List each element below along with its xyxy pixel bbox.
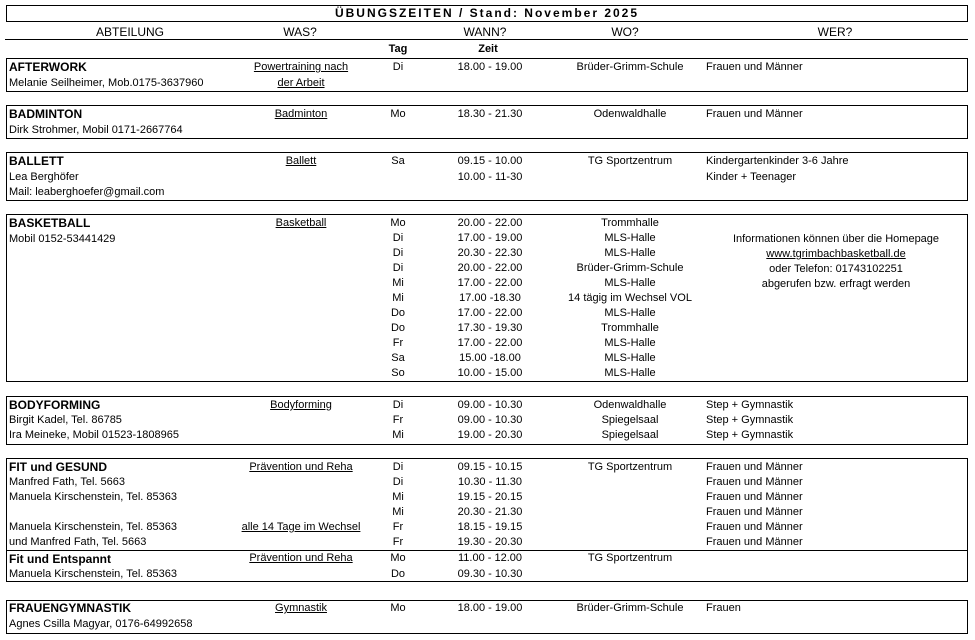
- location: Brüder-Grimm-Schule: [576, 262, 684, 274]
- day: Di: [392, 247, 404, 259]
- time: 09.30 - 10.30: [457, 568, 523, 580]
- info-text: oder Telefon: 01743102251: [769, 263, 903, 275]
- location: MLS-Halle: [604, 277, 656, 289]
- section-title-fit-und-entspannt: Fit und Entspannt: [9, 552, 111, 566]
- contact: Birgit Kadel, Tel. 86785: [9, 414, 122, 426]
- activity-label: Ballett: [285, 155, 317, 167]
- location: MLS-Halle: [604, 247, 656, 259]
- location: MLS-Halle: [604, 307, 656, 319]
- section-title-badminton: BADMINTON: [9, 107, 83, 121]
- location: TG Sportzentrum: [587, 461, 673, 473]
- day: Mi: [392, 491, 404, 503]
- info-text: abgerufen bzw. erfragt werden: [761, 278, 911, 290]
- location: MLS-Halle: [604, 232, 656, 244]
- section-title-frauengymnastik: FRAUENGYMNASTIK: [9, 601, 131, 615]
- time: 20.30 - 21.30: [457, 506, 523, 518]
- day: Mi: [392, 506, 404, 518]
- homepage-link[interactable]: www.tgrimbachbasketball.de: [766, 248, 906, 260]
- time: 17.00 - 19.00: [457, 232, 523, 244]
- location: Trommhalle: [601, 322, 659, 334]
- audience: Frauen und Männer: [706, 506, 803, 518]
- day: Do: [390, 307, 406, 319]
- col-header-was: WAS?: [283, 25, 317, 39]
- time: 18.00 - 19.00: [457, 602, 523, 614]
- audience: Frauen und Männer: [706, 476, 803, 488]
- time: 17.00 -18.30: [459, 292, 521, 304]
- day: Mo: [390, 217, 406, 229]
- contact: Manuela Kirschenstein, Tel. 85363: [9, 521, 177, 533]
- contact: Agnes Csilla Magyar, 0176-64992658: [9, 618, 193, 630]
- activity-label: Gymnastik: [275, 602, 327, 614]
- audience: Frauen und Männer: [706, 461, 803, 473]
- time: 09.15 - 10.15: [457, 461, 523, 473]
- location: MLS-Halle: [604, 337, 656, 349]
- activity-label: Bodyforming: [270, 399, 332, 411]
- day: Mo: [390, 552, 406, 564]
- activity-note: alle 14 Tage im Wechsel: [241, 521, 361, 533]
- location: Spiegelsaal: [601, 429, 659, 441]
- audience: Frauen: [706, 602, 741, 614]
- day: Mi: [392, 277, 404, 289]
- audience: Kindergartenkinder 3-6 Jahre: [706, 155, 849, 167]
- time: 10.00 - 15.00: [457, 367, 523, 379]
- section-title-afterwork: AFTERWORK: [9, 60, 87, 74]
- day: Di: [392, 476, 404, 488]
- contact: Melanie Seilheimer, Mob.0175-3637960: [9, 77, 204, 89]
- location: TG Sportzentrum: [587, 155, 673, 167]
- time: 19.15 - 20.15: [457, 491, 523, 503]
- audience: Step + Gymnastik: [706, 399, 794, 411]
- day: Di: [392, 461, 404, 473]
- time: 20.00 - 22.00: [457, 217, 523, 229]
- time: 10.00 - 11-30: [457, 171, 523, 183]
- time: 19.30 - 20.30: [457, 536, 523, 548]
- time: 17.00 - 22.00: [457, 307, 523, 319]
- day: Fr: [392, 414, 404, 426]
- contact: und Manfred Fath, Tel. 5663: [9, 536, 147, 548]
- day: Sa: [391, 155, 405, 167]
- time: 18.30 - 21.30: [457, 108, 523, 120]
- location: Brüder-Grimm-Schule: [576, 61, 684, 73]
- time: 18.00 - 19.00: [457, 61, 523, 73]
- header-divider: [5, 39, 968, 40]
- time: 17.00 - 22.00: [457, 277, 523, 289]
- day: Di: [392, 262, 404, 274]
- day: Mo: [390, 108, 406, 120]
- contact: Dirk Strohmer, Mobil 0171-2667764: [9, 124, 183, 136]
- day: Mi: [392, 429, 404, 441]
- audience: Frauen und Männer: [706, 491, 803, 503]
- location: TG Sportzentrum: [587, 552, 673, 564]
- day: Fr: [392, 337, 404, 349]
- audience: Frauen und Männer: [706, 536, 803, 548]
- audience: Step + Gymnastik: [706, 429, 794, 441]
- contact: Manuela Kirschenstein, Tel. 85363: [9, 568, 177, 580]
- day: Mi: [392, 292, 404, 304]
- day: Di: [392, 61, 404, 73]
- activity-label: Prävention und Reha: [249, 461, 353, 473]
- section-title-fit-und-gesund: FIT und GESUND: [9, 460, 107, 474]
- day: So: [391, 367, 405, 379]
- contact: Ira Meineke, Mobil 01523-1808965: [9, 429, 180, 441]
- location: Trommhalle: [601, 217, 659, 229]
- day: Di: [392, 232, 404, 244]
- col-header-abteilung: ABTEILUNG: [95, 25, 164, 39]
- audience: Frauen und Männer: [706, 61, 803, 73]
- contact: Mobil 0152-53441429: [9, 233, 116, 245]
- time: 19.00 - 20.30: [457, 429, 523, 441]
- location: Odenwaldhalle: [593, 108, 667, 120]
- audience: Step + Gymnastik: [706, 414, 794, 426]
- time: 11.00 - 12.00: [457, 552, 522, 564]
- audience: Frauen und Männer: [706, 108, 803, 120]
- location: 14 tägig im Wechsel VOL: [568, 292, 692, 304]
- page-title: ÜBUNGSZEITEN / Stand: November 2025: [6, 5, 968, 22]
- time: 20.00 - 22.00: [457, 262, 523, 274]
- day: Do: [390, 322, 406, 334]
- activity-label: Prävention und Reha: [249, 552, 353, 564]
- location: MLS-Halle: [604, 352, 656, 364]
- location: Odenwaldhalle: [593, 399, 667, 411]
- sub-header-zeit: Zeit: [478, 43, 498, 55]
- time: 20.30 - 22.30: [457, 247, 523, 259]
- location: Spiegelsaal: [601, 414, 659, 426]
- contact: Manfred Fath, Tel. 5663: [9, 476, 125, 488]
- time: 17.30 - 19.30: [457, 322, 523, 334]
- activity-label: der Arbeit: [277, 77, 325, 89]
- section-title-ballett: BALLETT: [9, 154, 64, 168]
- day: Fr: [392, 521, 404, 533]
- audience: Frauen und Männer: [706, 521, 803, 533]
- divider: [6, 550, 968, 551]
- activity-label: Basketball: [275, 217, 327, 229]
- sub-header-tag: Tag: [388, 43, 408, 55]
- section-title-basketball: BASKETBALL: [9, 216, 91, 230]
- time: 10.30 - 11.30: [457, 476, 522, 488]
- day: Sa: [391, 352, 405, 364]
- contact: Manuela Kirschenstein, Tel. 85363: [9, 491, 177, 503]
- time: 15.00 -18.00: [459, 352, 521, 364]
- col-header-wann: WANN?: [463, 25, 507, 39]
- time: 09.15 - 10.00: [457, 155, 523, 167]
- time: 09.00 - 10.30: [457, 399, 523, 411]
- time: 18.15 - 19.15: [457, 521, 523, 533]
- info-text: Informationen können über die Homepage: [732, 233, 940, 245]
- activity-label: Powertraining nach: [253, 61, 349, 73]
- location: MLS-Halle: [604, 367, 656, 379]
- contact: Lea Berghöfer: [9, 171, 79, 183]
- activity-label: Badminton: [274, 108, 328, 120]
- col-header-wo: WO?: [611, 25, 639, 39]
- col-header-wer: WER?: [817, 25, 853, 39]
- time: 17.00 - 22.00: [457, 337, 523, 349]
- audience: Kinder + Teenager: [706, 171, 797, 183]
- day: Mo: [390, 602, 406, 614]
- section-title-bodyforming: BODYFORMING: [9, 398, 101, 412]
- day: Di: [392, 399, 404, 411]
- day: Fr: [392, 536, 404, 548]
- location: Brüder-Grimm-Schule: [576, 602, 684, 614]
- contact-email: Mail: leaberghoefer@gmail.com: [9, 186, 165, 198]
- time: 09.00 - 10.30: [457, 414, 523, 426]
- day: Do: [390, 568, 406, 580]
